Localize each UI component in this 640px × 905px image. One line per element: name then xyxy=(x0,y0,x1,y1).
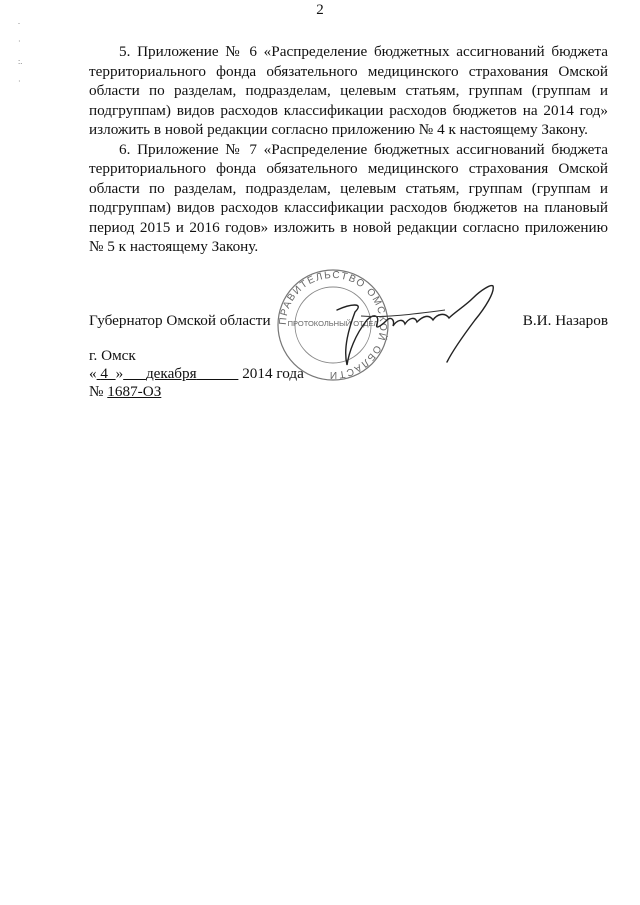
paragraph-item-6: 6. Приложение № 7 «Распределение бюджетных ассигнований бюджета территориального фонда обязательного медицинского страхования Омской области по разделам, подразделам, целевым статьям, группам (группам и подгруппам) видов расходов классификации расходов бюджетов на плановый период 2015 и 2016 годов» изложить в новой редакции согласно приложению № 5 к настоящему Закону. xyxy=(89,140,608,255)
signing-date xyxy=(89,365,304,383)
date-month: декабря xyxy=(145,365,197,382)
date-day: 4 xyxy=(100,365,108,382)
margin-mark: · xyxy=(18,37,21,46)
law-number xyxy=(89,383,161,401)
stamp-inner-text: ПРОТОКОЛЬНЫЙ ОТДЕЛ xyxy=(287,319,379,328)
stamp-outer-text: ПРАВИТЕЛЬСТВО ОМСКОЙ ОБЛАСТИ xyxy=(277,269,389,381)
margin-mark: :. xyxy=(18,57,23,66)
margin-mark: . xyxy=(18,17,20,26)
governor-name: В.И. Назаров xyxy=(522,312,608,329)
date-year: 2014 года xyxy=(242,365,304,382)
handwritten-signature xyxy=(325,280,500,380)
date-close-quote: » xyxy=(115,365,124,382)
document-body xyxy=(89,42,608,257)
law-number-prefix: № xyxy=(89,383,104,400)
law-number-value: 1687-ОЗ xyxy=(107,383,162,400)
page-number: 2 xyxy=(316,2,324,18)
governor-title: Губернатор Омской области xyxy=(89,312,271,329)
city-name: г. Омск xyxy=(89,347,136,364)
paragraph-item-5: 5. Приложение № 6 «Распределение бюджетных ассигнований бюджета территориального фонда обязательного медицинского страхования Омской области по разделам, подразделам, целевым статьям, группам (группам и подгруппам) видов расходов классификации расходов бюджетов на 2014 год» изложить в новой редакции согласно приложению № 4 к настоящему Закону. xyxy=(89,43,608,138)
margin-marks xyxy=(18,12,22,92)
margin-mark: · xyxy=(18,77,21,86)
date-open-quote: « xyxy=(89,365,97,382)
